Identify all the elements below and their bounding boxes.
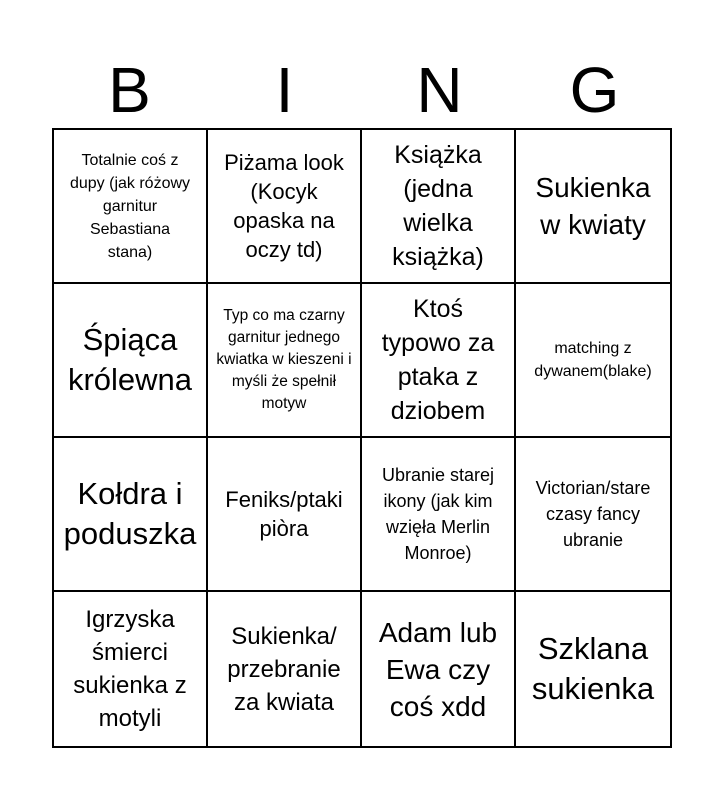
bingo-cell-r1-c2[interactable]	[208, 130, 362, 284]
bingo-cell-r1-c1[interactable]	[54, 130, 208, 284]
bingo-cell-r4-c1[interactable]	[54, 592, 208, 746]
bingo-cell-r1-c3[interactable]	[362, 130, 516, 284]
header-letter-g: G	[569, 54, 620, 126]
cell-text: Totalnie coś z dupy (jak różowy garnitur Sebastiana stana)	[69, 151, 191, 261]
bingo-cell-r1-c4[interactable]	[516, 130, 670, 284]
cell-text: Śpiąca królewna	[67, 322, 193, 397]
bingo-cell-r3-c4[interactable]	[516, 438, 670, 592]
cell-text: Typ co ma czarny garnitur jednego kwiatka w kieszeni i myśli że spełnił motyw	[216, 307, 352, 412]
cell-text: Adam lub Ewa czy coś xdd	[378, 616, 498, 722]
bingo-cell-r2-c1[interactable]	[54, 284, 208, 438]
cell-text: Igrzyska śmierci sukienka z motyli	[73, 606, 187, 732]
bingo-grid	[52, 128, 672, 748]
bingo-cell-r2-c2[interactable]	[208, 284, 362, 438]
bingo-cell-r4-c4[interactable]	[516, 592, 670, 746]
bingo-cell-r3-c1[interactable]	[54, 438, 208, 592]
bingo-cell-r4-c2[interactable]	[208, 592, 362, 746]
cell-text: Ktoś typowo za ptaka z dziobem	[381, 295, 495, 425]
cell-text: Feniks/ptaki piòra	[225, 487, 343, 541]
cell-text: Piżama look (Kocyk opaska na oczy td)	[224, 150, 344, 262]
bingo-cell-r2-c3[interactable]	[362, 284, 516, 438]
bingo-header	[52, 52, 672, 128]
bingo-cell-r2-c4[interactable]	[516, 284, 670, 438]
cell-text: Victorian/stare czasy fancy ubranie	[535, 478, 651, 550]
bingo-cell-r3-c3[interactable]	[362, 438, 516, 592]
cell-text: Szklana sukienka	[531, 631, 655, 706]
bingo-cell-r4-c3[interactable]	[362, 592, 516, 746]
cell-text: Książka (jedna wielka książka)	[392, 141, 484, 271]
header-letter-i: I	[275, 54, 294, 126]
cell-text: matching z dywanem(blake)	[534, 340, 652, 380]
cell-text: Ubranie starej ikony (jak kim wzięła Merlin Monroe)	[381, 465, 495, 563]
header-letter-n: N	[416, 54, 463, 126]
cell-text: Sukienka/ przebranie za kwiata	[227, 622, 341, 716]
cell-text: Sukienka w kwiaty	[535, 172, 651, 240]
cell-text: Kołdra i poduszka	[63, 476, 197, 551]
header-letter-b: B	[108, 54, 151, 126]
bingo-cell-r3-c2[interactable]	[208, 438, 362, 592]
